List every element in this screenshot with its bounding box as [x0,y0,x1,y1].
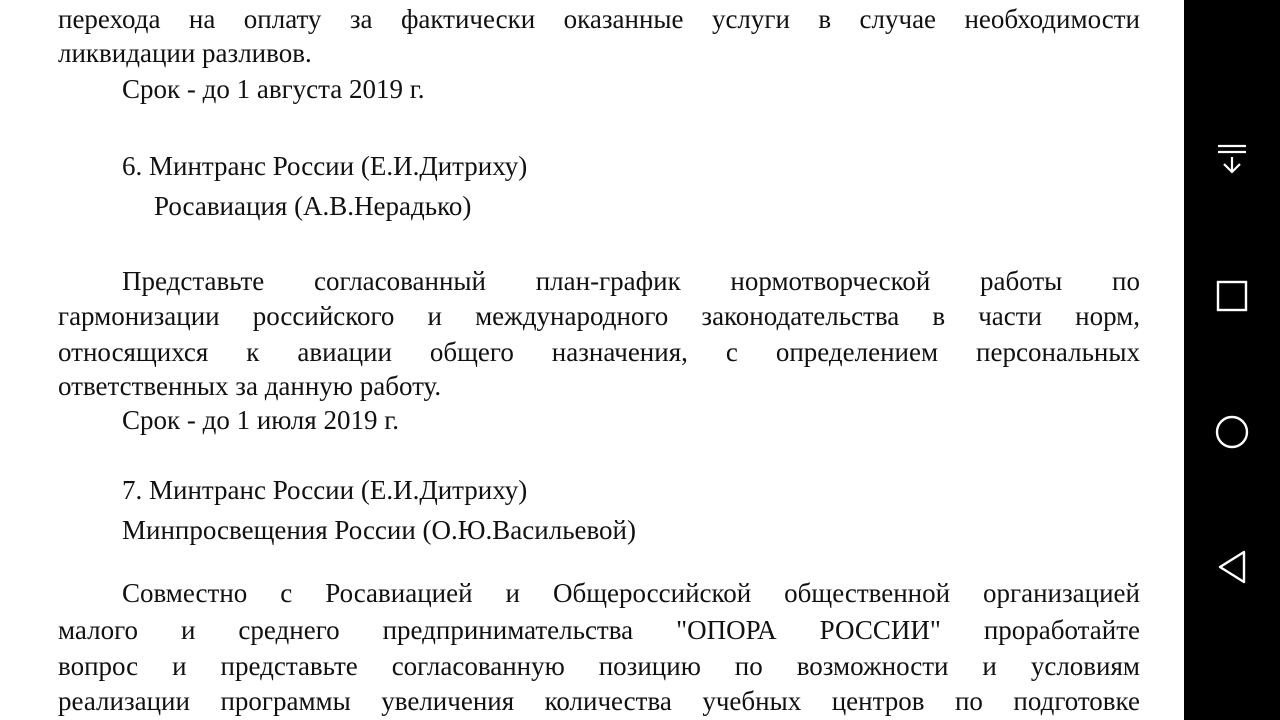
text-line: реализации программы увеличения количества учебных центров по подготовке [58,686,1140,716]
back-triangle-icon[interactable] [1200,535,1264,599]
recents-square-icon[interactable] [1200,264,1264,328]
section-addressee: Росавиация (А.В.Нерадько) [154,191,472,221]
text-line: гармонизации российского и международного законодательства в части норм, [58,301,1140,331]
deadline-line: Срок - до 1 июля 2019 г. [122,405,399,435]
home-circle-icon[interactable] [1200,400,1264,464]
section-heading-6: 6. Минтранс России (Е.И.Дитриху) [122,151,528,181]
text-line: малого и среднего предпринимательства "ОПОРА РОССИИ" проработайте [58,615,1140,645]
navigation-bar [1184,0,1280,720]
section-addressee: Минпросвещения России (О.Ю.Васильевой) [122,515,637,545]
text-line: перехода на оплату за фактически оказанные услуги в случае необходимости [58,4,1140,34]
section-heading-7: 7. Минтранс России (Е.И.Дитриху) [122,475,528,505]
text-line: Совместно с Росавиацией и Общероссийской общественной организацией [122,578,1140,608]
collapse-notifications-icon[interactable] [1200,126,1264,190]
text-line: ликвидации разливов. [58,38,312,68]
text-line: вопрос и представьте согласованную позицию по возможности и условиям [58,651,1140,681]
text-line: Представьте согласованный план-график нормотворческой работы по [122,266,1140,296]
text-line: относящихся к авиации общего назначения, с определением персональных [58,337,1140,367]
text-line: ответственных за данную работу. [58,371,442,401]
deadline-line: Срок - до 1 августа 2019 г. [122,74,425,104]
